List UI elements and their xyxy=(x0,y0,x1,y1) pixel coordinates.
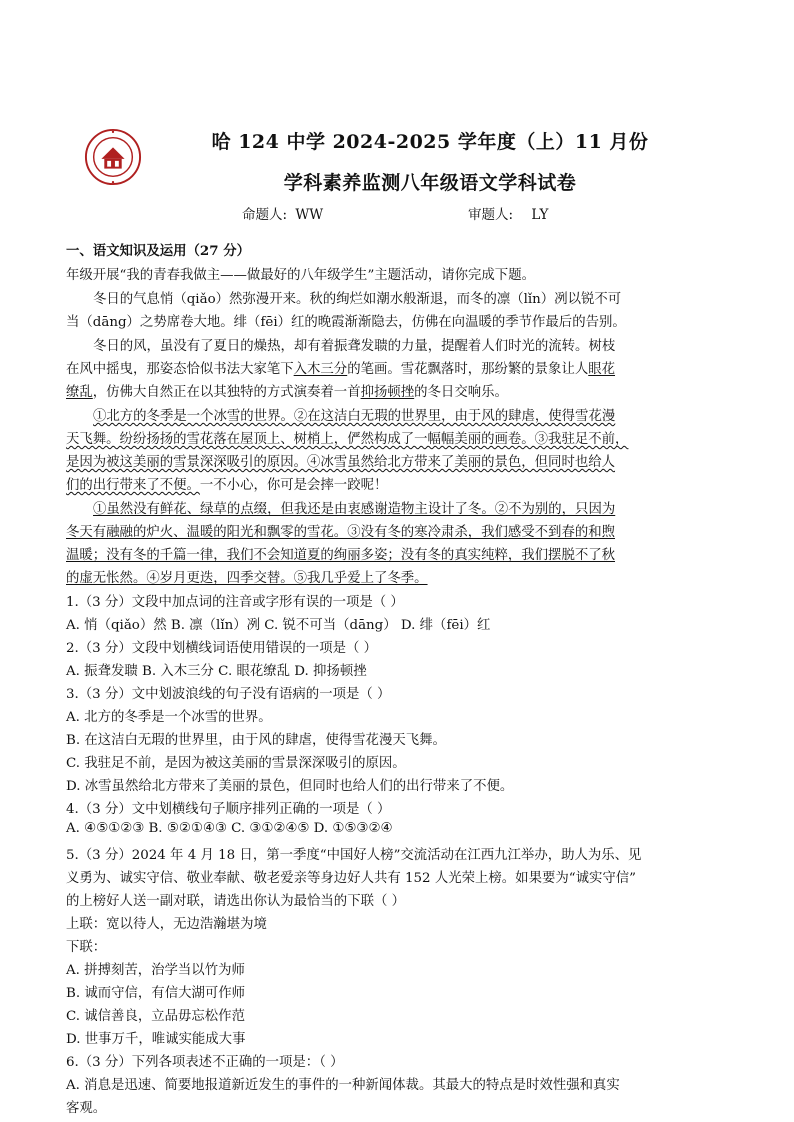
passage-line xyxy=(66,358,615,377)
couplet-upper: 上联：宽以待人，无边浩瀚堪为境 xyxy=(66,917,267,932)
underlined-word: 抑扬顿挫 xyxy=(360,385,415,400)
question-5-cont: 的上榜好人送一副对联，请选出你认为最恰当的下联（ ） xyxy=(66,894,406,909)
wavy-passage-line: 天飞舞。纷纷扬扬的雪花落在屋顶上、树梢上，俨然构成了一幅幅美丽的画卷。③我驻足不前， xyxy=(66,432,629,447)
text-span: 一不小心，你可是会摔一跤呢！ xyxy=(199,478,388,493)
question-5: 5.（3 分）2024 年 4 月 18 日，第一季度“中国好人榜”交流活动在江西九江举办，助人为乐、见 xyxy=(66,848,642,863)
exam-subtitle: 学科素养监测八年级语文学科试卷 xyxy=(283,172,577,194)
question-5-option-c: C. 诚信善良，立品毋忘松作范 xyxy=(66,1009,245,1024)
question-5-option-d: D. 世事万千，唯诚实能成大事 xyxy=(66,1032,246,1047)
couplet-lower-label: 下联： xyxy=(66,940,107,955)
passage-line xyxy=(66,474,387,493)
section-heading: 一、语文知识及运用（27 分） xyxy=(66,243,250,259)
wavy-passage-line: 是因为被这美丽的雪景深深吸引的原因。④冰雪虽然给北方带来了美丽的景色，但同时也给人 xyxy=(66,455,616,470)
author-label: 命题人: xyxy=(242,207,288,223)
reviewer-value: LY xyxy=(531,207,549,223)
question-4: 4.（3 分）文中划横线句子顺序排列正确的一项是（ ） xyxy=(66,802,391,817)
underlined-passage-line: 的虚无怅然。④岁月更迭，四季交替。⑤我几乎爱上了冬季。 xyxy=(66,571,428,586)
question-6: 6.（3 分）下列各项表述不正确的一项是：（ ） xyxy=(66,1055,344,1070)
school-logo xyxy=(84,128,142,186)
exam-title: 哈 124 中学 2024-2025 学年度（上）11 月份 xyxy=(211,131,649,153)
passage-line xyxy=(66,381,508,400)
underlined-word: 眼花 xyxy=(588,362,616,377)
question-1-options: A. 悄（qiǎo）然 B. 凛（lǐn）冽 C. 锐不可当（dāng） D. 绯（fēi）红 xyxy=(66,618,491,633)
text-span: 的笔画。雪花飘落时，那纷繁的景象让人 xyxy=(347,362,589,377)
passage-line: 冬日的风，虽没有了夏日的燥热，却有着振聋发聩的力量，提醒着人们时光的流转。树枝 xyxy=(93,339,616,354)
wavy-passage-line: ①北方的冬季是一个冰雪的世界。②在这洁白无瑕的世界里，由于风的肆虐，使得雪花漫 xyxy=(93,409,616,424)
question-6-option-a-cont: 客观。 xyxy=(66,1101,107,1116)
question-3-option-c: C. 我驻足不前，是因为被这美丽的雪景深深吸引的原因。 xyxy=(66,756,406,771)
passage-line: 当（dāng）之势席卷大地。绯（fēi）红的晚霞渐渐隐去，仿佛在向温暖的季节作最后的告别。 xyxy=(66,315,626,330)
reviewer-line xyxy=(468,203,548,223)
underlined-passage-line: 冬天有融融的炉火、温暖的阳光和飘零的雪花。③没有冬的寒冷肃杀，我们感受不到春的和煦 xyxy=(66,525,616,540)
text-span: 的冬日交响乐。 xyxy=(414,385,508,400)
question-6-option-a: A. 消息是迅速、简要地报道新近发生的事件的一种新闻体裁。其最大的特点是时效性强和真实 xyxy=(66,1078,620,1093)
question-5-option-b: B. 诚而守信，有信大湖可作师 xyxy=(66,986,246,1001)
section-intro: 年级开展“我的青春我做主——做最好的八年级学生”主题活动，请你完成下题。 xyxy=(66,268,535,283)
reviewer-label: 审题人: xyxy=(468,207,514,223)
author-value: WW xyxy=(295,207,324,223)
question-2-options: A. 振聋发聩 B. 入木三分 C. 眼花缭乱 D. 抑扬顿挫 xyxy=(66,664,367,679)
underlined-word: 入木三分 xyxy=(293,362,348,377)
wavy-text: 们的出行带来了不便。 xyxy=(66,478,200,493)
question-3-option-b: B. 在这洁白无瑕的世界里，由于风的肆虐，使得雪花漫天飞舞。 xyxy=(66,733,446,748)
question-5-option-a: A. 拼搏刻苦，治学当以竹为师 xyxy=(66,963,245,978)
text-span: ，仿佛大自然正在以其独特的方式演奏着一首 xyxy=(92,385,361,400)
underlined-passage-line: 温暖；没有冬的千篇一律，我们不会知道夏的绚丽多姿；没有冬的真实纯粹，我们摆脱不了秋 xyxy=(66,548,616,563)
question-3-option-d: D. 冰雪虽然给北方带来了美丽的景色，但同时也给人们的出行带来了不便。 xyxy=(66,779,514,794)
question-1: 1.（3 分）文段中加点词的注音或字形有误的一项是（ ） xyxy=(66,595,404,610)
question-4-options: A. ④⑤①②③ B. ⑤②①④③ C. ③①②④⑤ D. ①⑤③②④ xyxy=(66,821,393,836)
text-span: 在风中摇曳，那姿态恰似书法大家笔下 xyxy=(66,362,294,377)
underlined-passage-line: ①虽然没有鲜花、绿草的点缀，但我还是由衷感谢造物主设计了冬。②不为别的，只因为 xyxy=(93,502,616,517)
question-5-cont: 义勇为、诚实守信、敬业奉献、敬老爱亲等身边好人共有 152 人光荣上榜。如果要为“诚实守信” xyxy=(66,871,636,886)
author-line xyxy=(242,203,323,223)
question-2: 2.（3 分）文段中划横线词语使用错误的一项是（ ） xyxy=(66,641,378,656)
question-3-option-a: A. 北方的冬季是一个冰雪的世界。 xyxy=(66,710,272,725)
passage-line: 冬日的气息悄（qiǎo）然弥漫开来。秋的绚烂如潮水般渐退，而冬的凛（lǐn）冽以锐不可 xyxy=(93,292,622,307)
underlined-word: 缭乱 xyxy=(66,385,93,400)
question-3: 3.（3 分）文中划波浪线的句子没有语病的一项是（ ） xyxy=(66,687,391,702)
